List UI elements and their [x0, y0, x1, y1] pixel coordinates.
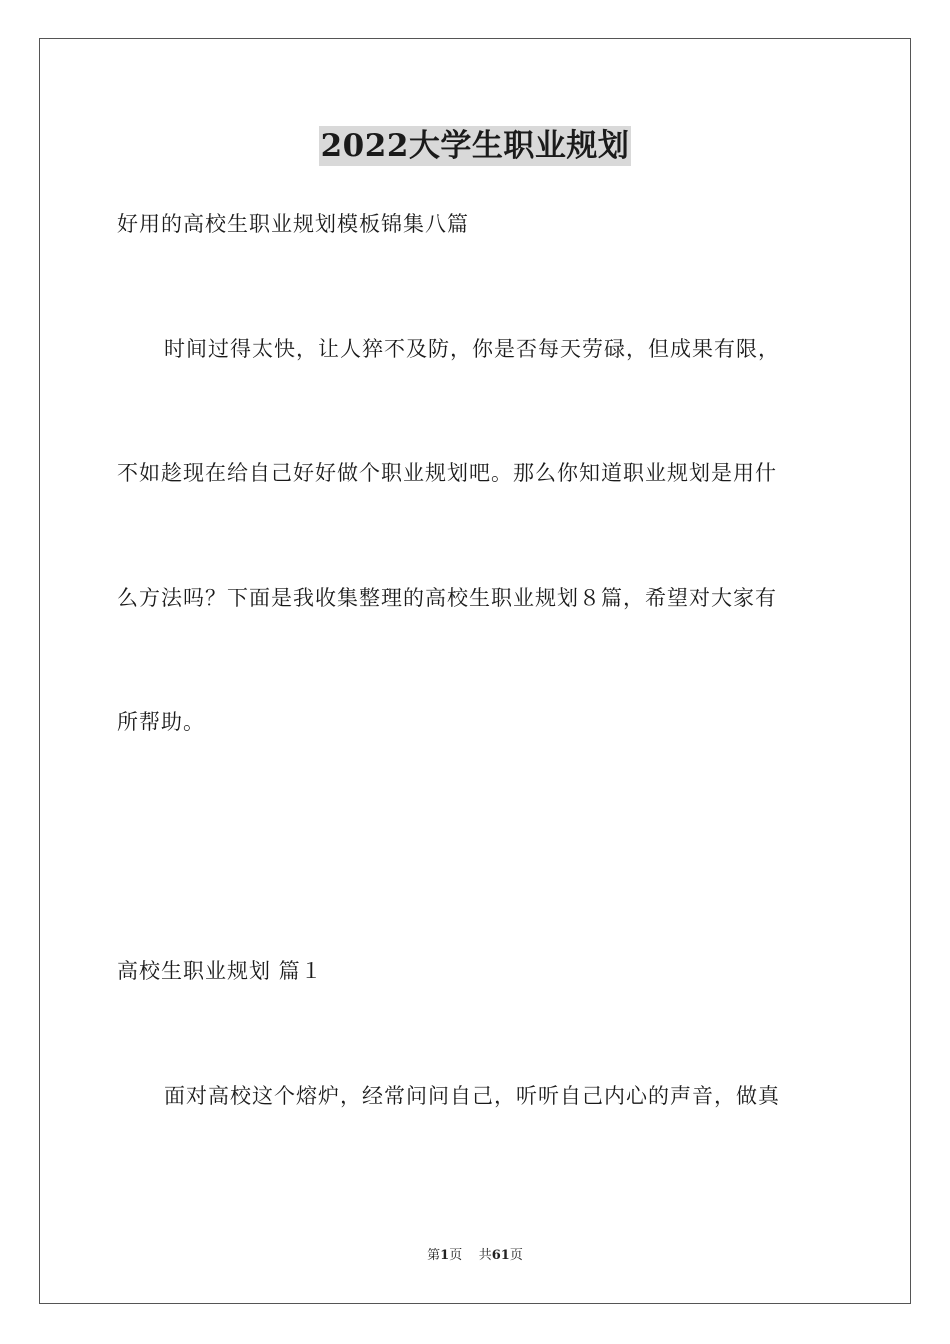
- page-footer: [0, 1247, 950, 1265]
- footer-total-suffix: 页: [509, 1248, 523, 1263]
- footer-page-prefix: 第: [427, 1248, 441, 1263]
- footer-total-pages: 61: [491, 1248, 510, 1263]
- document-subtitle: 好用的高校生职业规划模板锦集八篇: [117, 212, 469, 236]
- title-container: [0, 126, 950, 166]
- footer-total-prefix: 共: [478, 1248, 492, 1263]
- paragraph-line: 所帮助。: [117, 710, 205, 734]
- document-title: 2022大学生职业规划: [320, 128, 630, 164]
- paragraph-line: 时间过得太快，让人猝不及防，你是否每天劳碌，但成果有限，: [164, 337, 780, 361]
- section-heading: 高校生职业规划 篇１: [117, 959, 323, 983]
- paragraph-line: 么方法吗？下面是我收集整理的高校生职业规划８篇，希望对大家有: [117, 586, 777, 610]
- paragraph-line: 面对高校这个熔炉，经常问问自己，听听自己内心的声音，做真: [164, 1084, 780, 1108]
- footer-page-number: 1: [440, 1248, 450, 1263]
- footer-page-suffix: 页: [449, 1248, 463, 1263]
- paragraph-line: 不如趁现在给自己好好做个职业规划吧。那么你知道职业规划是用什: [117, 461, 777, 485]
